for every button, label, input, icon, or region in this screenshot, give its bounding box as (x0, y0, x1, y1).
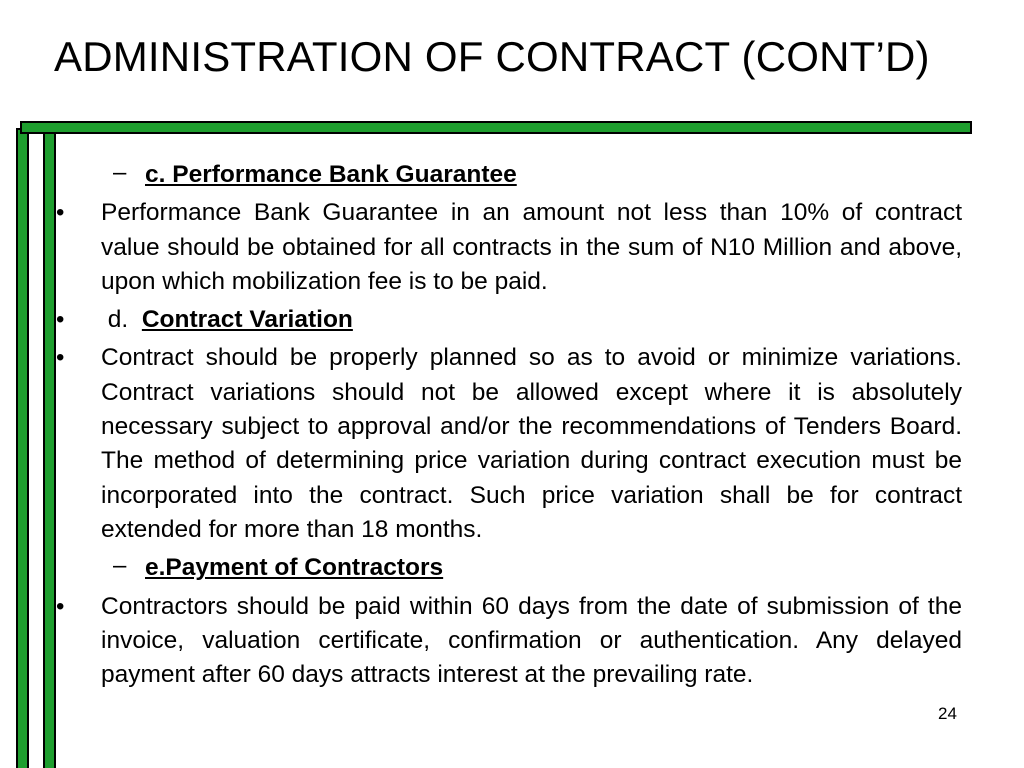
bullet-text: Contractors should be paid within 60 days from the date of submission of the invoice, valuation certificate, confirmation or authentication. Any delayed payment after 60 days attracts interest at the prevailing rate. (101, 592, 962, 689)
section-heading: c. Performance Bank Guarantee (145, 161, 517, 188)
green-vertical-bar-left (16, 128, 29, 768)
bullet-text: Performance Bank Guarantee in an amount not less than 10% of contract value should be obtained for all contracts in the sum of N10 Million and above, upon which mobilization fee is to be paid. (101, 199, 962, 295)
sub-heading-payment-of-contractors (56, 551, 962, 585)
bullet-marker: • (56, 592, 65, 620)
green-horizontal-bar (20, 121, 972, 134)
dash-marker: – (113, 159, 127, 186)
dash-marker: – (113, 552, 127, 580)
section-heading: Contract Variation (141, 306, 353, 334)
heading-prefix: d. (101, 306, 142, 334)
slide-content (56, 158, 962, 696)
page-number: 24 (938, 704, 957, 723)
bullet-marker: • (56, 344, 65, 372)
slide-title: ADMINISTRATION OF CONTRACT (CONT’D) (54, 33, 930, 80)
bullet-text: Contract should be properly planned so as to avoid or minimize variations. Contract variations should not be allowed except where it is absolutely necessary subject to approval and/or the recommendations of Tenders Board. The method of determining price variation during contract execution must be incorporated into the contract. Such price variation shall be for contract extended for more than 18 months. (101, 344, 962, 543)
green-vertical-bar-right (43, 128, 56, 768)
bullet-contract-variation (56, 341, 962, 547)
bullet-marker: • (56, 199, 65, 227)
bullet-performance-bank-guarantee (56, 196, 962, 299)
sub-heading-performance-bank-guarantee (56, 158, 962, 192)
bullet-contract-variation-heading (56, 303, 962, 337)
bullet-payment-of-contractors (56, 590, 962, 693)
section-heading: e.Payment of Contractors (145, 554, 444, 582)
bullet-marker: • (56, 306, 65, 334)
